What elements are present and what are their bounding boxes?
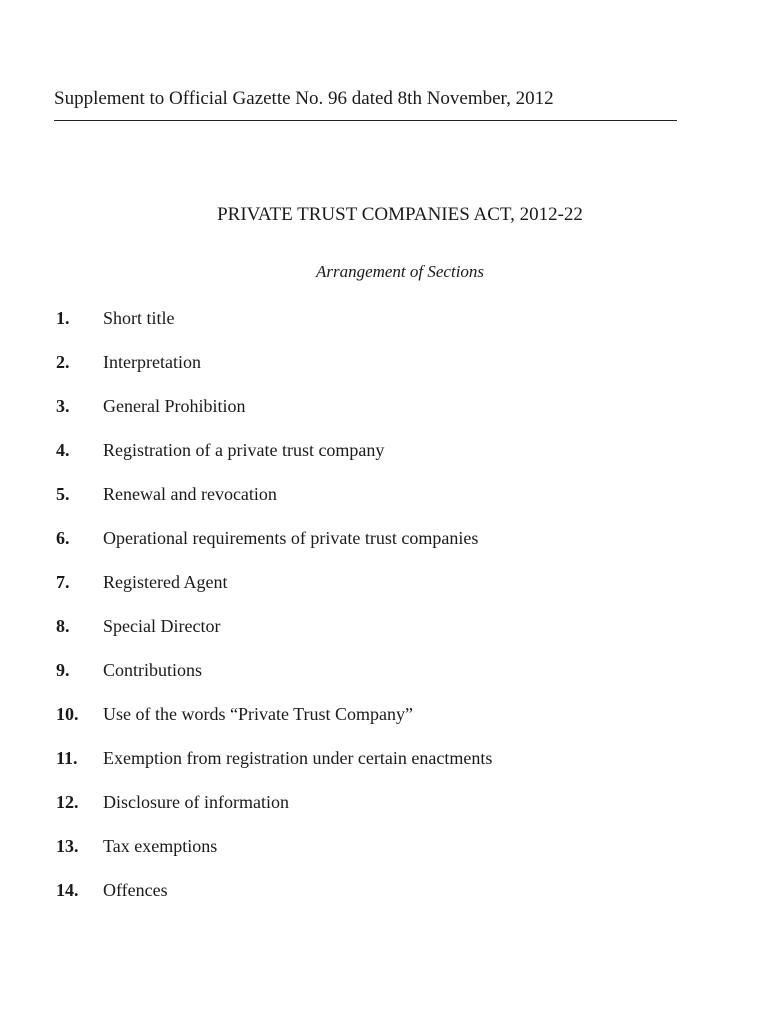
sections-list	[56, 304, 492, 920]
section-title: Use of the words “Private Trust Company”	[103, 704, 413, 724]
section-number: 9.	[56, 660, 70, 680]
section-title: Renewal and revocation	[103, 484, 277, 504]
section-item-12	[56, 788, 492, 832]
section-item-5	[56, 480, 492, 524]
gazette-header-text: Supplement to Official Gazette No. 96 dated 8th November, 2012	[54, 88, 554, 109]
section-title: Special Director	[103, 616, 221, 636]
section-item-1	[56, 304, 492, 348]
section-number: 4.	[56, 440, 70, 460]
section-item-6	[56, 524, 492, 568]
section-item-7	[56, 568, 492, 612]
section-title: General Prohibition	[103, 396, 246, 416]
section-title: Tax exemptions	[103, 836, 218, 856]
section-number: 13.	[56, 836, 79, 856]
section-title: Interpretation	[103, 352, 201, 372]
section-item-10	[56, 700, 492, 744]
section-number: 11.	[56, 748, 78, 768]
section-number: 7.	[56, 572, 70, 592]
section-number: 3.	[56, 396, 70, 416]
section-title: Short title	[103, 308, 175, 328]
arrangement-subtitle: Arrangement of Sections	[315, 262, 485, 281]
section-title: Disclosure of information	[103, 792, 289, 812]
section-title: Registration of a private trust company	[103, 440, 385, 460]
section-title: Offences	[103, 880, 168, 900]
section-item-3	[56, 392, 492, 436]
section-number: 10.	[56, 704, 79, 724]
section-number: 12.	[56, 792, 79, 812]
section-number: 14.	[56, 880, 79, 900]
section-item-4	[56, 436, 492, 480]
gazette-header	[54, 86, 677, 121]
section-number: 2.	[56, 352, 70, 372]
section-item-13	[56, 832, 492, 876]
section-item-11	[56, 744, 492, 788]
section-number: 6.	[56, 528, 70, 548]
section-item-8	[56, 612, 492, 656]
section-item-2	[56, 348, 492, 392]
section-title: Exemption from registration under certain enactments	[103, 748, 493, 768]
section-item-14	[56, 876, 492, 920]
section-number: 1.	[56, 308, 70, 328]
act-title: PRIVATE TRUST COMPANIES ACT, 2012-22	[217, 204, 583, 225]
section-number: 5.	[56, 484, 70, 504]
section-title: Registered Agent	[103, 572, 228, 592]
section-number: 8.	[56, 616, 70, 636]
section-title: Operational requirements of private trust companies	[103, 528, 479, 548]
section-title: Contributions	[103, 660, 203, 680]
section-item-9	[56, 656, 492, 700]
